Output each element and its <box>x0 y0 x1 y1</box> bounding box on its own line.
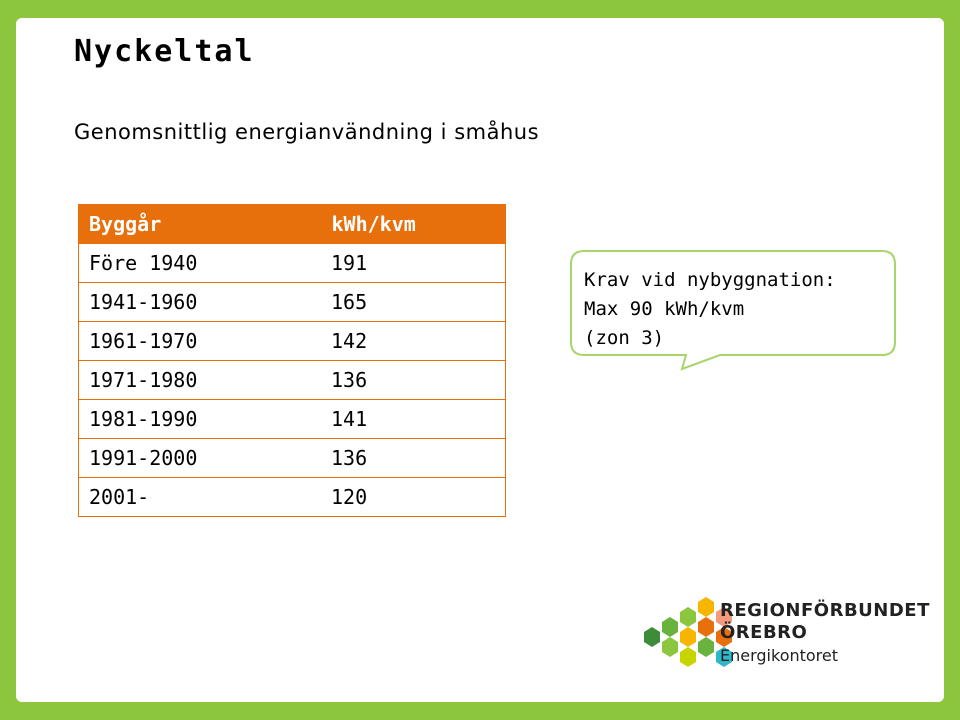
cell-kwh: 141 <box>321 400 506 439</box>
logo-line-organization: REGIONFÖRBUNDET <box>720 600 930 621</box>
cell-year: 1961-1970 <box>79 322 322 361</box>
table-row <box>79 322 506 361</box>
page-subtitle: Genomsnittlig energianvändning i småhus <box>74 120 540 144</box>
table-row <box>79 478 506 517</box>
cell-kwh: 191 <box>321 244 506 283</box>
table-row <box>79 361 506 400</box>
table-header-row <box>79 205 506 244</box>
callout-line: (zon 3) <box>584 327 665 349</box>
column-header-kwh: kWh/kvm <box>321 205 506 244</box>
cell-year: 2001- <box>79 478 322 517</box>
cell-kwh: 120 <box>321 478 506 517</box>
table-row <box>79 244 506 283</box>
cell-kwh: 165 <box>321 283 506 322</box>
table-row <box>79 283 506 322</box>
cell-kwh: 142 <box>321 322 506 361</box>
cell-year: 1941-1960 <box>79 283 322 322</box>
cell-year: Före 1940 <box>79 244 322 283</box>
logo-line-office: Energikontoret <box>720 646 839 665</box>
column-header-year: Byggår <box>79 205 322 244</box>
cell-year: 1971-1980 <box>79 361 322 400</box>
logo-text <box>720 600 930 668</box>
cell-kwh: 136 <box>321 361 506 400</box>
callout-line: Krav vid nybyggnation: <box>584 269 836 291</box>
logo-line-region: ÖREBRO <box>720 622 808 643</box>
cell-kwh: 136 <box>321 439 506 478</box>
callout-line: Max 90 kWh/kvm <box>584 298 745 320</box>
table-row <box>79 439 506 478</box>
callout-text <box>584 266 884 353</box>
cell-year: 1991-2000 <box>79 439 322 478</box>
table-row <box>79 400 506 439</box>
energy-table <box>78 204 506 517</box>
callout-bubble <box>570 250 896 354</box>
page-title: Nyckeltal <box>74 34 255 69</box>
cell-year: 1981-1990 <box>79 400 322 439</box>
